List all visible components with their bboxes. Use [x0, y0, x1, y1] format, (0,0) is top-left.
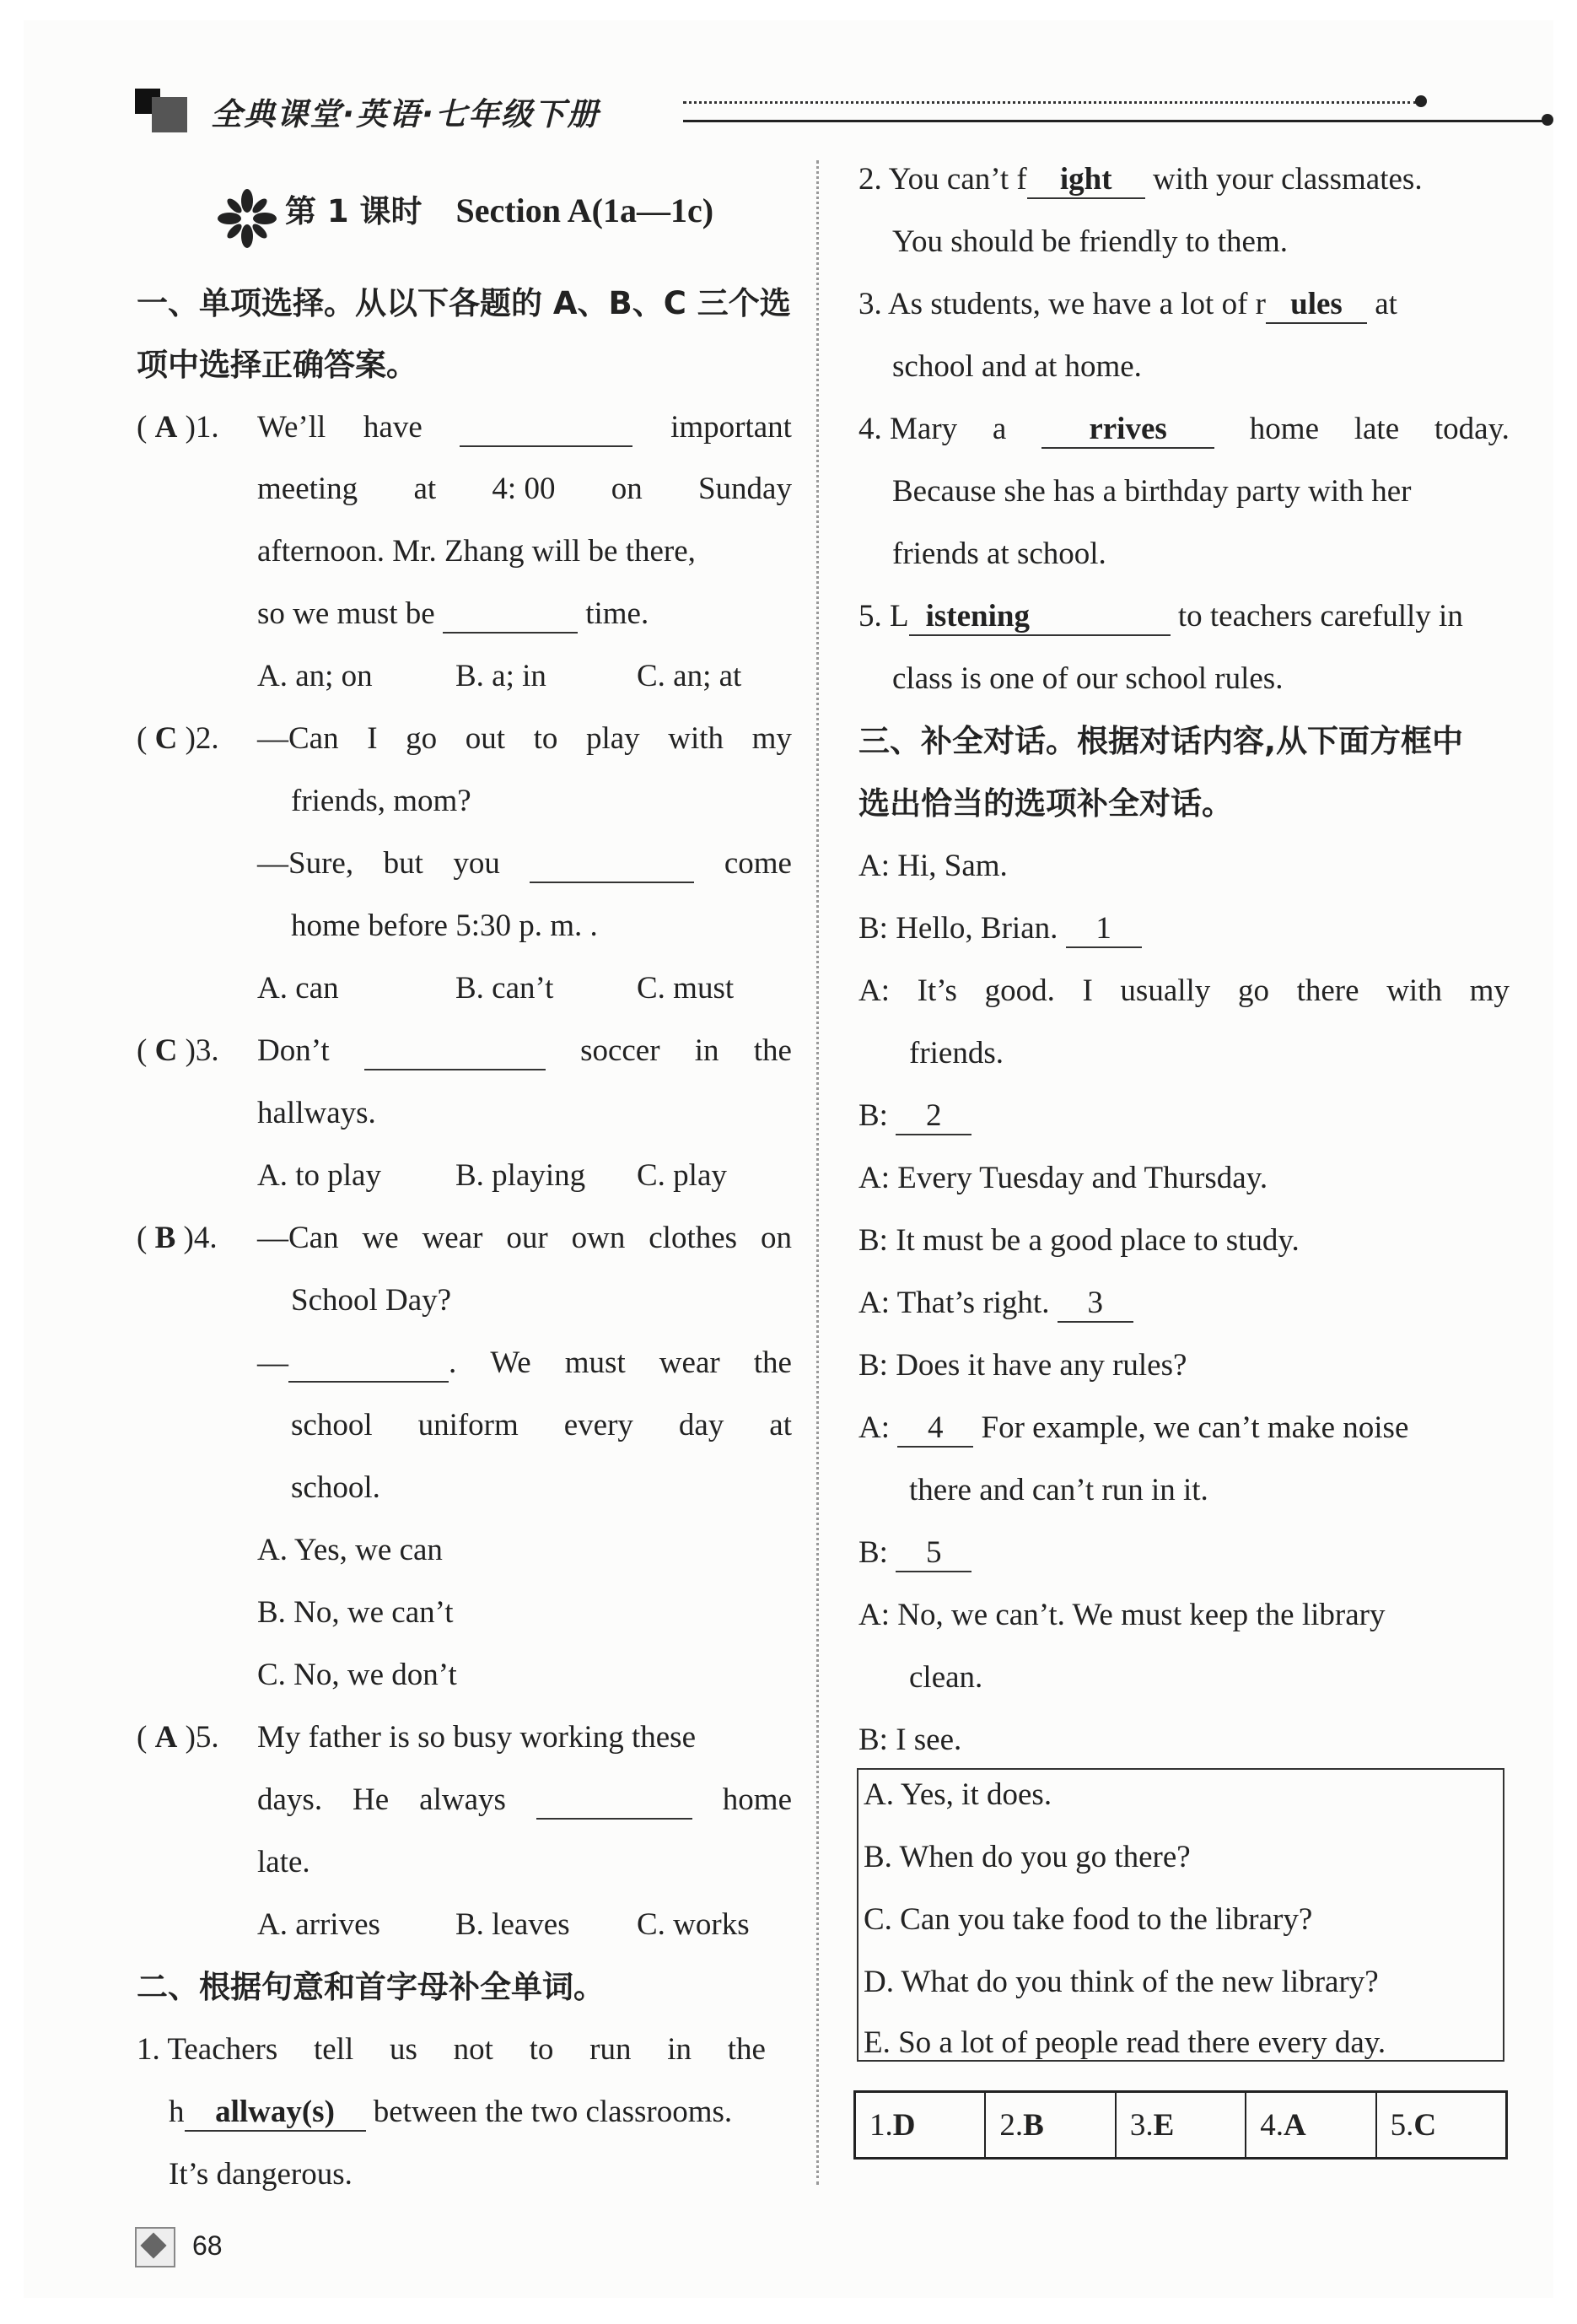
q1-line3: afternoon. Mr. Zhang will be there, [257, 534, 696, 569]
dialog-line-10: B: 5 [858, 1536, 971, 1572]
dialog-line-12: B: I see. [858, 1723, 962, 1757]
q2-blank[interactable] [530, 847, 694, 883]
q2-option-a: A. can [257, 971, 339, 1006]
dialog-line-7: A: That’s right. 3 [858, 1286, 1133, 1323]
part1-heading-line2: 项中选择正确答案。 [137, 347, 417, 383]
page-header [135, 80, 1434, 139]
q4-line2: School Day? [291, 1283, 452, 1318]
q3-line1: Don’t soccer in the [257, 1034, 792, 1070]
header-square-icon-2 [152, 97, 187, 132]
q5-line2: days. He always home [257, 1783, 792, 1820]
dialog-line-2: B: Hello, Brian. 1 [858, 912, 1142, 948]
q1-number: ( A )1. [137, 410, 219, 445]
q1-answer: A [154, 410, 178, 445]
dialog-line-3-cont: friends. [909, 1036, 1004, 1070]
lesson-title [218, 186, 713, 240]
p2q1-line1: 1. Teachers tell us not to run in the [137, 2032, 766, 2067]
q3-line2: hallways. [257, 1096, 376, 1130]
dialog-blank-3[interactable]: 3 [1058, 1286, 1133, 1323]
options-box [857, 1768, 1504, 2062]
q3-option-b: B. playing [455, 1158, 586, 1193]
dialog-line-9: A: 4 For example, we can’t make noise [858, 1411, 1408, 1448]
header-dot-2 [1542, 114, 1553, 126]
q2-line1: —Can I go out to play with my [257, 721, 792, 756]
column-divider [816, 160, 819, 2185]
lesson-section: Section A(1a—1c) [455, 191, 714, 229]
q4-option-b: B. No, we can’t [257, 1595, 454, 1630]
q1-option-a: A. an; on [257, 659, 373, 693]
q1-line4: so we must be time. [257, 597, 649, 634]
lesson-label: 第 1 课时 [285, 193, 423, 229]
dialog-line-9-cont: there and can’t run in it. [909, 1473, 1208, 1507]
part3-heading-line1: 三、补全对话。根据对话内容,从下面方框中 [858, 723, 1464, 759]
q3-option-a: A. to play [257, 1158, 381, 1193]
page-diamond-icon [135, 2227, 175, 2267]
p2q3-line2: school and at home. [892, 349, 1142, 384]
q5-number: ( A )5. [137, 1720, 219, 1755]
q1-line1: We’ll have important [257, 411, 792, 447]
q4-blank[interactable] [288, 1346, 449, 1383]
q4-line4: school uniform every day at [291, 1408, 792, 1442]
q4-line5: school. [291, 1470, 380, 1505]
q4-answer: B [154, 1221, 176, 1255]
q3-answer: C [154, 1033, 178, 1068]
dialog-line-11-cont: clean. [909, 1660, 983, 1695]
answer-cell-1[interactable]: 1. D [856, 2093, 986, 2157]
q2-number: ( C )2. [137, 721, 219, 756]
answer-cell-5[interactable]: 5. C [1390, 2107, 1437, 2143]
dialog-blank-5[interactable]: 5 [896, 1536, 971, 1572]
p2q3-answer[interactable]: ules [1266, 288, 1367, 324]
p2q1-line3: It’s dangerous. [169, 2157, 353, 2192]
answer-cell-3[interactable]: 3. E [1117, 2093, 1246, 2157]
dialog-blank-2[interactable]: 2 [896, 1099, 971, 1135]
part3-heading-line2: 选出恰当的选项补全对话。 [858, 785, 1233, 822]
p2q3-line1: 3. As students, we have a lot of r ules at [858, 288, 1397, 324]
header-solid-line [683, 120, 1543, 122]
q2-line3: —Sure, but you come [257, 847, 792, 883]
dialog-line-1: A: Hi, Sam. [858, 849, 1008, 883]
q5-line3: late. [257, 1845, 310, 1879]
q5-option-c: C. works [637, 1907, 750, 1942]
q2-answer: C [154, 721, 178, 756]
q4-number: ( B )4. [137, 1221, 218, 1255]
option-e: E. So a lot of people read there every day. [864, 2025, 1386, 2060]
p2q2-answer[interactable]: ight [1027, 163, 1145, 199]
dialog-line-6: B: It must be a good place to study. [858, 1223, 1300, 1258]
dialog-line-8: B: Does it have any rules? [858, 1348, 1187, 1383]
option-d: D. What do you think of the new library? [864, 1965, 1379, 1999]
q1-option-c: C. an; at [637, 659, 742, 693]
part1-heading-line1: 一、单项选择。从以下各题的 A、B、C 三个选 [137, 285, 791, 321]
q1-blank-2[interactable] [443, 597, 578, 634]
book-title: 全典课堂·英语·七年级下册 [211, 96, 600, 132]
answer-table [853, 2090, 1508, 2160]
p2q4-line2: Because she has a birthday party with her [892, 474, 1412, 509]
q5-blank[interactable] [536, 1783, 692, 1820]
q2-option-c: C. must [637, 971, 735, 1006]
header-dot [1415, 95, 1427, 107]
p2q2-line2: You should be friendly to them. [892, 224, 1289, 259]
p2q1-answer[interactable]: allway(s) [185, 2095, 366, 2132]
header-dotted-line [683, 101, 1417, 104]
q2-line2: friends, mom? [291, 784, 471, 818]
dialog-blank-1[interactable]: 1 [1066, 912, 1142, 948]
flower-icon [218, 189, 277, 240]
q4-line1: —Can we wear our own clothes on [257, 1221, 792, 1255]
q1-option-b: B. a; in [455, 659, 546, 693]
page-number: 68 [192, 2230, 223, 2261]
p2q2-line1: 2. You can’t f ight with your classmates. [858, 163, 1423, 199]
answer-cell-2[interactable]: 2. B [986, 2093, 1116, 2157]
q3-blank[interactable] [364, 1034, 546, 1070]
q5-answer: A [154, 1720, 178, 1755]
q4-option-a: A. Yes, we can [257, 1533, 443, 1567]
q3-option-c: C. play [637, 1158, 727, 1193]
answer-cell-4[interactable]: 4. A [1246, 2093, 1376, 2157]
dialog-blank-4[interactable]: 4 [897, 1411, 973, 1448]
dialog-line-3: A: It’s good. I usually go there with my [858, 973, 1510, 1008]
q2-line4: home before 5:30 p. m. . [291, 909, 598, 943]
p2q5-line1: 5. L istening to teachers carefully in [858, 600, 1463, 636]
q3-number: ( C )3. [137, 1033, 219, 1068]
q5-option-a: A. arrives [257, 1907, 380, 1942]
dialog-line-4: B: 2 [858, 1099, 971, 1135]
option-a: A. Yes, it does. [864, 1777, 1052, 1812]
p2q4-line1: 4. Mary a rrives home late today. [858, 412, 1510, 449]
q2-option-b: B. can’t [455, 971, 554, 1006]
dialog-line-11: A: No, we can’t. We must keep the library [858, 1598, 1386, 1632]
dialog-line-5: A: Every Tuesday and Thursday. [858, 1161, 1268, 1195]
q5-line1: My father is so busy working these [257, 1720, 696, 1755]
option-b: B. When do you go there? [864, 1840, 1191, 1874]
p2q4-answer[interactable]: rrives [1041, 412, 1214, 449]
p2q5-answer[interactable]: istening [909, 600, 1171, 636]
q1-blank[interactable] [460, 411, 632, 447]
p2q5-line2: class is one of our school rules. [892, 661, 1284, 696]
part2-heading: 二、根据句意和首字母补全单词。 [137, 1969, 605, 2005]
p2q1-line2: h allway(s) between the two classrooms. [169, 2095, 732, 2132]
q4-line3: — . We must wear the [257, 1346, 792, 1383]
p2q4-line3: friends at school. [892, 537, 1106, 571]
option-c: C. Can you take food to the library? [864, 1902, 1313, 1937]
q5-option-b: B. leaves [455, 1907, 570, 1942]
q1-line2: meeting at 4: 00 on Sunday [257, 472, 792, 506]
q4-option-c: C. No, we don’t [257, 1658, 457, 1692]
